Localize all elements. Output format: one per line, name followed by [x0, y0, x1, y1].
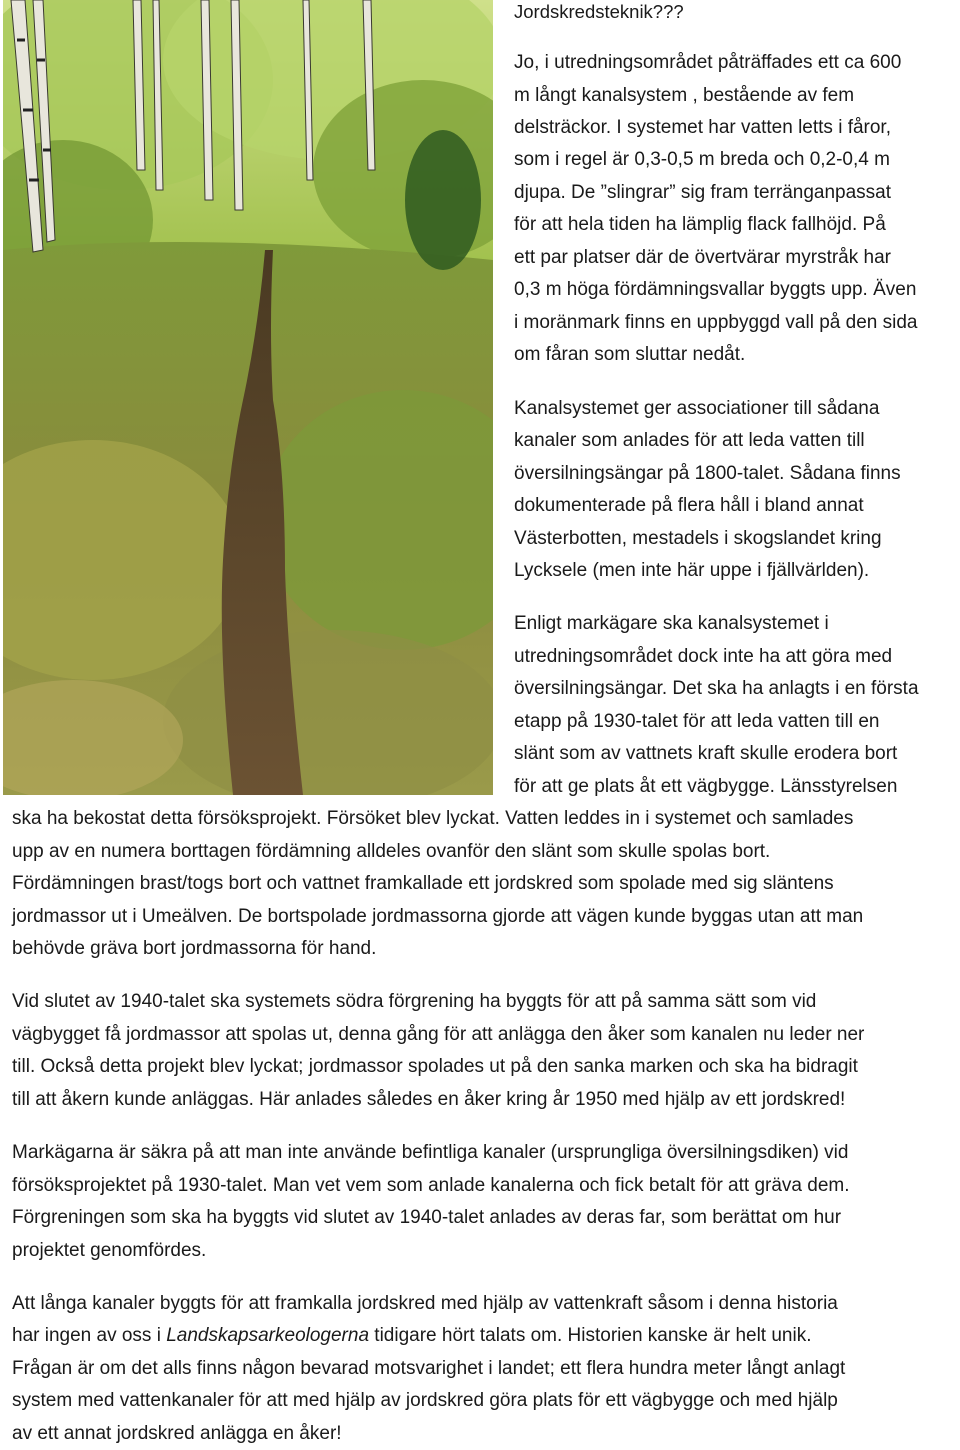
- forest-canal-photo: [3, 0, 493, 795]
- paragraph-6-line: av ett annat jordskred anlägga en åker!: [12, 1423, 342, 1444]
- paragraph-6-line: Att långa kanaler byggts för att framkalla jordskred med hjälp av vattenkraft såsom i denna historia: [12, 1293, 838, 1314]
- paragraph-4-line: vägbygget få jordmassor att spolas ut, denna gång för att anlägga den åker som kanalen nu leder ner: [12, 1024, 865, 1045]
- paragraph-3-line: Fördämningen brast/togs bort och vattnet framkallade ett jordskred som spolade med sig släntens: [12, 873, 834, 894]
- paragraph-3-line: slänt som av vattnets kraft skulle erodera bort: [514, 743, 898, 764]
- paragraph-4-line: till. Också detta projekt blev lyckat; jordmassor spolades ut på den sanka marken och ska ha bidragit: [12, 1056, 858, 1077]
- paragraph-3-line: översilningsängar. Det ska ha anlagts i en första: [514, 678, 919, 699]
- paragraph-2-line: dokumenterade på flera håll i bland annat: [514, 495, 864, 516]
- paragraph-3-line: jordmassor ut i Umeälven. De bortspolade jordmassorna gjorde att vägen kunde byggas utan att man: [12, 906, 864, 927]
- paragraph-2-line: Lycksele (men inte här uppe i fjällvärlden).: [514, 560, 870, 581]
- paragraph-2-line: översilningsängar på 1800-talet. Sådana finns: [514, 463, 901, 484]
- paragraph-5-line: Förgreningen som ska ha byggts vid slutet av 1940-talet anlades av deras far, som berättat om hur: [12, 1207, 842, 1228]
- paragraph-1-line: ett par platser där de övertvärar myrstråk har: [514, 247, 891, 268]
- paragraph-1-line: i moränmark finns en uppbyggd vall på den sida: [514, 312, 918, 333]
- paragraph-3-line: ska ha bekostat detta försöksprojekt. Försöket blev lyckat. Vatten leddes in i systemet och samlades: [12, 808, 854, 829]
- paragraph-6-line: system med vattenkanaler för att med hjälp av jordskred göra plats för ett vägbygge och med hjälp: [12, 1390, 838, 1411]
- paragraph-3-line: etapp på 1930-talet för att leda vatten till en: [514, 711, 880, 732]
- paragraph-2-line: Kanalsystemet ger associationer till sådana: [514, 398, 880, 419]
- paragraph-4-line: Vid slutet av 1940-talet ska systemets södra förgrening ha byggts för att på samma sätt som vid: [12, 991, 817, 1012]
- paragraph-3-line: Enligt markägare ska kanalsystemet i: [514, 613, 829, 634]
- paragraph-1-line: delsträckor. I systemet har vatten letts i fåror,: [514, 117, 891, 138]
- paragraph-1-line: m långt kanalsystem , bestående av fem: [514, 85, 855, 106]
- paragraph-1-line: Jo, i utredningsområdet påträffades ett ca 600: [514, 52, 902, 73]
- forest-canal-photo-graphic: [3, 0, 493, 795]
- paragraph-4-line: till att åkern kunde anläggas. Här anlades således en åker kring år 1950 med hjälp av ett jordskred!: [12, 1089, 846, 1110]
- document-heading: Jordskredsteknik???: [514, 1, 684, 22]
- paragraph-6-line: Frågan är om det alls finns någon bevarad motsvarighet i landet; ett flera hundra meter långt anlagt: [12, 1358, 846, 1379]
- paragraph-2-line: kanaler som anlades för att leda vatten till: [514, 430, 865, 451]
- paragraph-3-line: för att ge plats åt ett vägbygge. Länsstyrelsen: [514, 776, 898, 797]
- organization-name: Landskapsarkeologerna: [166, 1325, 370, 1346]
- paragraph-3-line: upp av en numera borttagen fördämning alldeles ovanför den slänt som skulle spolas bort.: [12, 841, 771, 862]
- paragraph-6-text: tidigare hört talats om. Historien kanske är helt unik.: [369, 1325, 812, 1346]
- paragraph-1-line: som i regel är 0,3-0,5 m breda och 0,2-0,4 m: [514, 149, 890, 170]
- paragraph-3-line: behövde gräva bort jordmassorna för hand.: [12, 938, 377, 959]
- paragraph-6-text: har ingen av oss i: [12, 1325, 167, 1346]
- paragraph-1-line: 0,3 m höga fördämningsvallar byggts upp. Även: [514, 279, 917, 300]
- paragraph-1-line: djupa. De ”slingrar” sig fram terränganpassat: [514, 182, 892, 203]
- paragraph-5-line: projektet genomfördes.: [12, 1240, 207, 1261]
- paragraph-2-line: Västerbotten, mestadels i skogslandet kring: [514, 528, 882, 549]
- paragraph-3-line: utredningsområdet dock inte ha att göra med: [514, 646, 893, 667]
- paragraph-5-line: försöksprojektet på 1930-talet. Man vet vem som anlade kanalerna och fick betalt för att gräva dem.: [12, 1175, 850, 1196]
- paragraph-1-line: om fåran som sluttar nedåt.: [514, 344, 746, 365]
- paragraph-5-line: Markägarna är säkra på att man inte använde befintliga kanaler (ursprungliga översilningsdiken) vid: [12, 1142, 849, 1163]
- paragraph-1-line: för att hela tiden ha lämplig flack fallhöjd. På: [514, 214, 886, 235]
- paragraph-6-line: [12, 1320, 812, 1352]
